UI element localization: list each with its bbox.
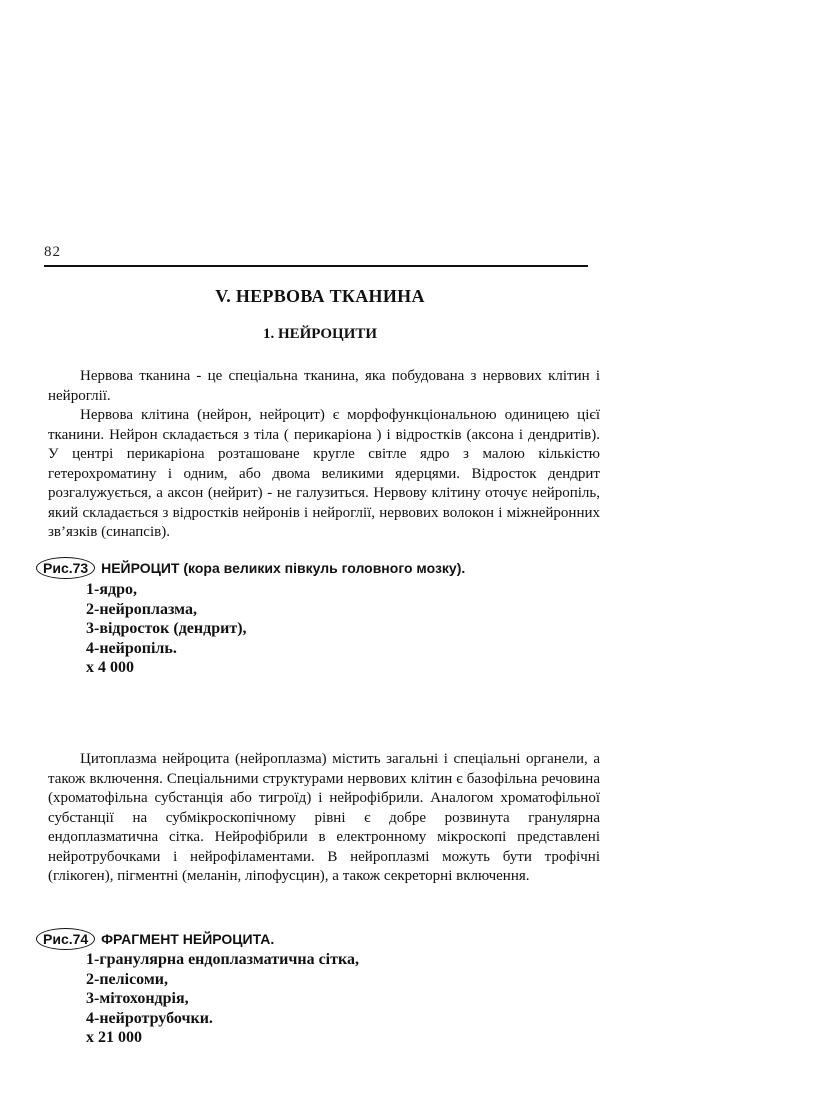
figure-73-title: НЕЙРОЦИТ (кора великих півкуль головного мозку).: [101, 560, 466, 576]
section-title: V. НЕРВОВА ТКАНИНА: [215, 286, 425, 306]
magnification: х 4 000: [86, 659, 134, 676]
header-rule: [44, 265, 588, 267]
figure-73-caption: [36, 557, 465, 579]
magnification: х 21 000: [86, 1029, 142, 1046]
legend-item: 2-пелісоми,: [86, 970, 168, 988]
intro-paragraph-2: Нервова клітина (нейрон, нейроцит) є морфофункціональною одиницею цієї тканини. Нейрон складається з тіла ( перикаріона ) і відростків (аксона і дендритів). У центрі перикаріона розташоване кругле світле ядро з малою кількістю гетерохроматину і одним, або двома великими ядерцями. Відросток дендрит розгалужується, а аксон (нейрит) - не галузиться. Нервову клітину оточує нейропіль, який складається з відростків нейронів і нейроглії, нервових волокон і міжнейронних зв’язків (синапсів).: [48, 407, 600, 540]
figure-74-title: ФРАГМЕНТ НЕЙРОЦИТА.: [101, 931, 275, 947]
page-number: 82: [44, 244, 61, 260]
legend-item: 4-нейропіль.: [86, 639, 177, 657]
intro-paragraph-1: Нервова тканина - це спеціальна тканина, яка побудована з нервових клітин і нейроглії.: [48, 368, 600, 404]
legend-item: 3-відросток (дендрит),: [86, 620, 247, 637]
cytoplasm-paragraph-block: [48, 750, 600, 887]
intro-paragraphs: [48, 367, 600, 543]
legend-item: 4-нейротрубочки.: [86, 1009, 213, 1027]
figure-74-caption: [36, 928, 274, 950]
figure-74-legend: [86, 950, 359, 1048]
cytoplasm-paragraph: Цитоплазма нейроцита (нейроплазма) містить загальні і спеціальні органели, а також включення. Спеціальними структурами нервових клітин є базофільна речовина (хроматофільна субстанція або тигроїд) і нейрофібрили. Аналогом хроматофільної субстанції на субмікроскопічному рівні є добре розвинута гранулярна ендоплазматична сітка. Нейрофібрили в електронному мікроскопі представлені нейротрубочками і нейрофіламентами. В нейроплазмі можуть бути трофічні (глікоген), пігментні (меланін, ліпофусцин), а також секреторні включення.: [48, 751, 600, 884]
legend-item: 1-ядро,: [86, 581, 137, 598]
legend-item: 2-нейроплазма,: [86, 600, 197, 618]
legend-item: 3-мітохондрія,: [86, 990, 189, 1007]
figure-73-label: Рис.73: [36, 557, 95, 579]
figure-73-legend: [86, 580, 247, 678]
figure-74-label: Рис.74: [36, 928, 95, 950]
legend-item: 1-гранулярна ендоплазматична сітка,: [86, 951, 359, 968]
subsection-title: 1. НЕЙРОЦИТИ: [262, 326, 378, 342]
